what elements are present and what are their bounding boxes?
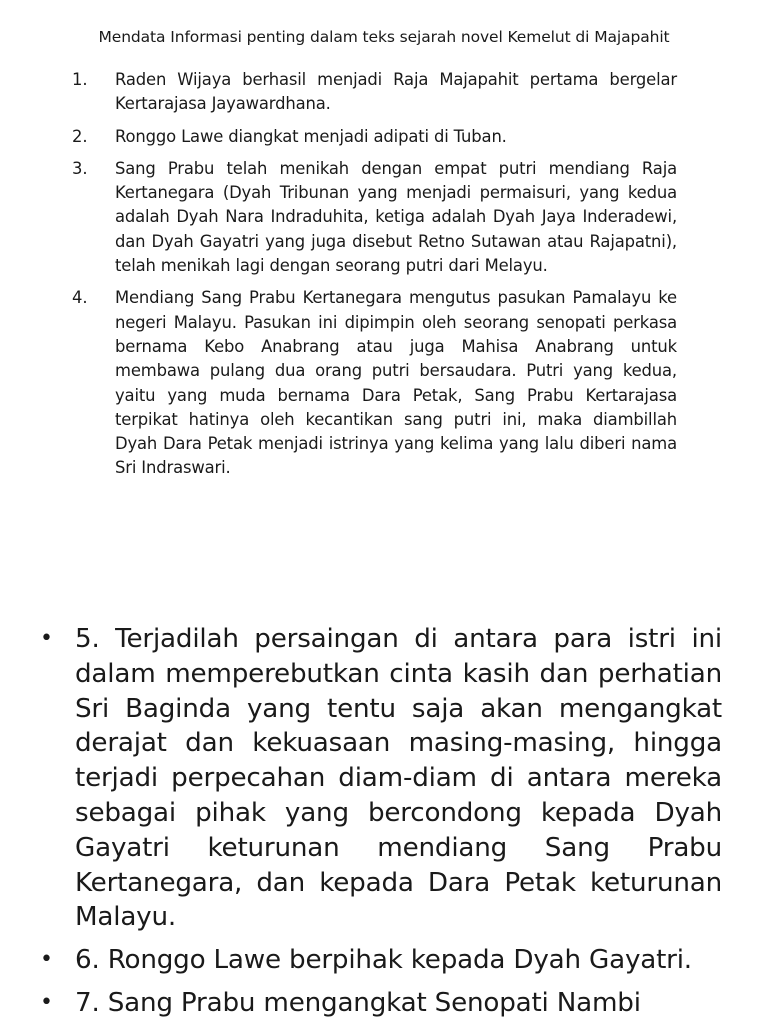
bullet-item <box>40 943 722 978</box>
list-item <box>72 157 677 278</box>
numbered-list <box>72 68 677 489</box>
item-text: Ronggo Lawe diangkat menjadi adipati di Tuban. <box>115 126 507 146</box>
list-item <box>72 125 677 149</box>
page-title: Mendata Informasi penting dalam teks sejarah novel Kemelut di Majapahit <box>98 28 670 46</box>
bullet-text: 5. Terjadilah persaingan di antara para istri ini dalam memperebutkan cinta kasih dan perhatian Sri Baginda yang tentu saja akan mengangkat derajat dan kekuasaan masing-masing, hingga terjadi perpecahan diam-diam di antara mereka sebagai pihak yang bercondong kepada Dyah Gayatri keturunan mendiang Sang Prabu Kertanegara, dan kepada Dara Petak keturunan Malayu. <box>75 624 722 933</box>
item-number: 3. <box>72 158 88 178</box>
list-item <box>72 286 677 480</box>
item-text: Raden Wijaya berhasil menjadi Raja Majapahit pertama bergelar Kertarajasa Jayawardhana. <box>115 70 677 114</box>
list-item <box>72 68 677 117</box>
bullet-icon: • <box>40 626 53 651</box>
bullet-icon: • <box>40 947 53 973</box>
item-text: Mendiang Sang Prabu Kertanegara mengutus pasukan Pamalayu ke negeri Malayu. Pasukan ini dipimpin oleh seorang senopati perkasa bernama Kebo Anabrang atau juga Mahisa Anabrang untuk membawa pulang dua orang putri bersaudara. Putri yang kedua, yaitu yang muda bernama Dara Petak, Sang Prabu Kertarajasa terpikat hatinya oleh kecantikan sang putri ini, maka diambillah Dyah Dara Petak menjadi istrinya yang kelima yang lalu diberi nama Sri Indraswari. <box>115 288 677 478</box>
item-number: 1. <box>72 70 88 89</box>
item-text: Sang Prabu telah menikah dengan empat putri mendiang Raja Kertanegara (Dyah Tribunan yang menjadi permaisuri, yang kedua adalah Dyah Nara Indraduhita, ketiga adalah Dyah Jaya Inderadewi, dan Dyah Gayatri yang juga disebut Retno Sutawan atau Rajapatni), telah menikah lagi dengan seorang putri dari Melayu. <box>115 158 677 276</box>
bullet-icon: • <box>40 989 53 1015</box>
bullet-item <box>40 622 722 935</box>
bullet-text: 7. Sang Prabu mengangkat Senopati Nambi <box>75 987 641 1018</box>
bullet-list <box>40 622 722 1029</box>
bullet-text: 6. Ronggo Lawe berpihak kepada Dyah Gayatri. <box>75 945 692 976</box>
item-number: 2. <box>72 126 88 146</box>
item-number: 4. <box>72 288 88 308</box>
bullet-item <box>40 986 722 1021</box>
